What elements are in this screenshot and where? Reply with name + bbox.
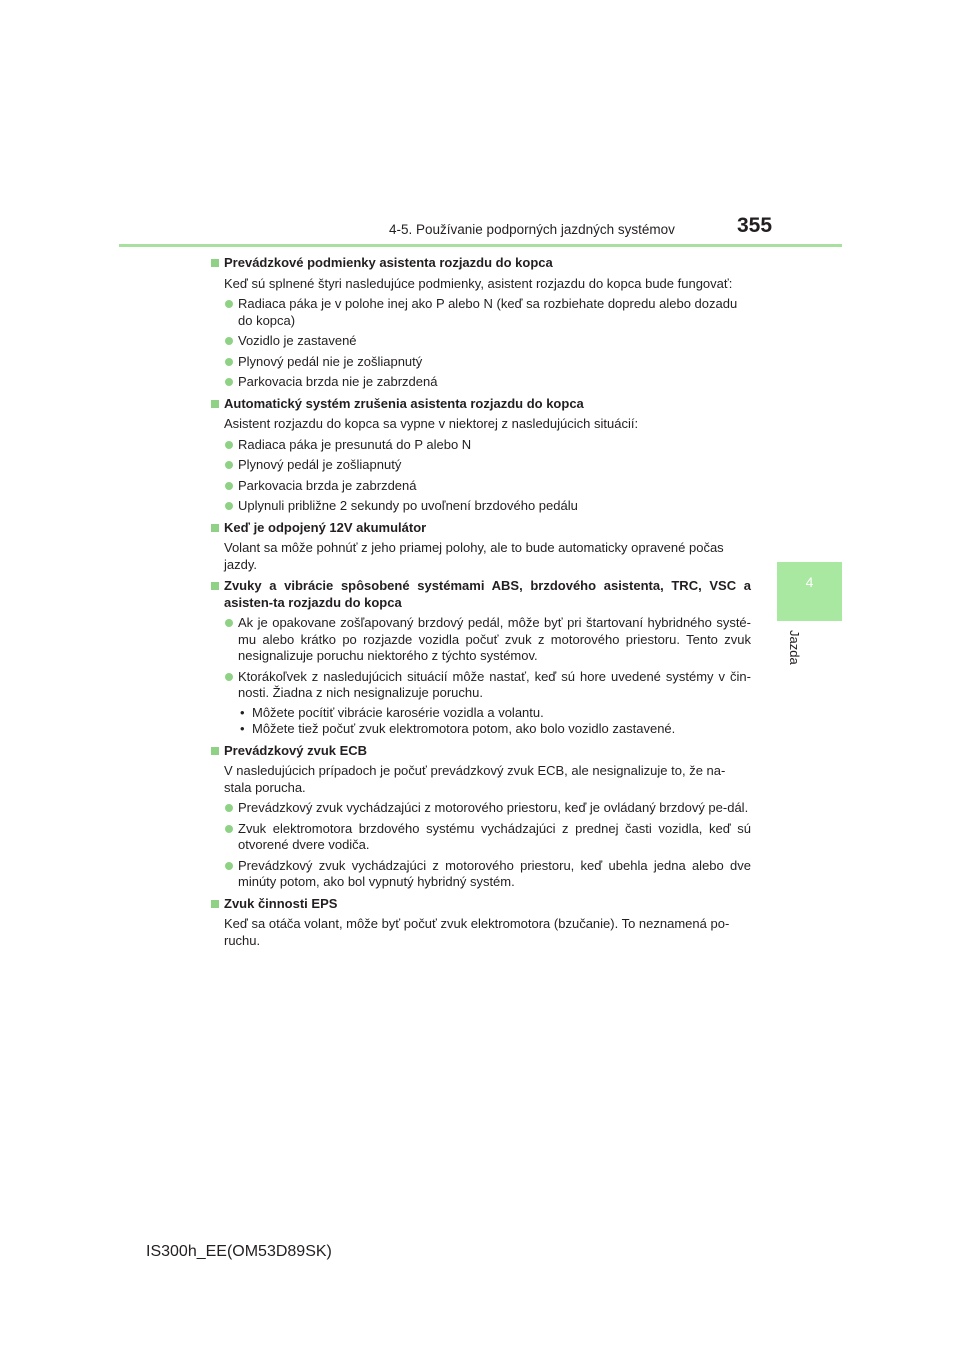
list-item-text: Parkovacia brzda nie je zabrzdená bbox=[238, 374, 438, 389]
document-code: IS300h_EE(OM53D89SK) bbox=[146, 1243, 332, 1260]
list-item bbox=[209, 437, 751, 454]
section-intro: Volant sa môže pohnúť z jeho priamej polohy, ale to bude automaticky opravené počas jazdy. bbox=[224, 540, 724, 572]
section-heading bbox=[209, 578, 751, 611]
square-bullet-icon bbox=[211, 524, 219, 532]
section-heading-text: Zvuk činnosti EPS bbox=[224, 895, 338, 911]
list-item-text: Prevádzkový zvuk vychádzajúci z motorového priestoru, keď je ovládaný brzdový pe-dál. bbox=[238, 800, 749, 815]
round-bullet-icon bbox=[225, 461, 233, 469]
sub-bullet-marker: • bbox=[240, 704, 245, 720]
sub-list-item bbox=[240, 705, 751, 722]
section-heading bbox=[209, 896, 751, 913]
square-bullet-icon bbox=[211, 900, 219, 908]
round-bullet-icon bbox=[225, 378, 233, 386]
section-heading-text: Zvuky a vibrácie spôsobené systémami ABS, brzdového asistenta, TRC, VSC a asisten-ta rozjazdu do kopca bbox=[224, 578, 751, 610]
list-item bbox=[209, 333, 751, 350]
square-bullet-icon bbox=[211, 400, 219, 408]
list-item-text: Ktorákoľvek z nasledujúcich situácií môže nastať, keď sú hore uvedené systémy v čin-nosti. Žiadna z nich nesignalizuje poruchu. bbox=[238, 668, 751, 700]
section-intro: Asistent rozjazdu do kopca sa vypne v niektorej z nasledujúcich situácií: bbox=[224, 416, 639, 431]
list-item-text: Parkovacia brzda je zabrzdená bbox=[238, 477, 417, 493]
list-item bbox=[209, 800, 751, 817]
round-bullet-icon bbox=[225, 358, 233, 366]
sub-list-item bbox=[240, 721, 751, 738]
list-item-text: Radiaca páka je presunutá do P alebo N bbox=[238, 436, 472, 452]
list-item bbox=[209, 354, 751, 371]
round-bullet-icon bbox=[225, 337, 233, 345]
list-item bbox=[209, 669, 751, 702]
round-bullet-icon bbox=[225, 502, 233, 510]
list-item-text: Uplynuli približne 2 sekundy po uvoľnení brzdového pedálu bbox=[238, 498, 578, 513]
chapter-tab-number: 4 bbox=[805, 574, 814, 590]
section-heading-text: Keď je odpojený 12V akumulátor bbox=[224, 519, 427, 535]
section-heading bbox=[209, 396, 751, 413]
section-heading bbox=[209, 520, 751, 537]
section-intro: V nasledujúcich prípadoch je počuť prevádzkový zvuk ECB, ale nesignalizuje to, že na-stala porucha. bbox=[224, 763, 726, 795]
section-intro: Keď sa otáča volant, môže byť počuť zvuk elektromotora (bzučanie). To neznamená po-ruchu. bbox=[224, 916, 730, 948]
round-bullet-icon bbox=[225, 300, 233, 308]
round-bullet-icon bbox=[225, 482, 233, 490]
list-item bbox=[209, 457, 751, 474]
list-item-text: Radiaca páka je v polohe inej ako P alebo N (keď sa rozbiehate dopredu alebo dozadu do kopca) bbox=[238, 296, 738, 328]
page-content bbox=[209, 255, 751, 949]
round-bullet-icon bbox=[225, 619, 233, 627]
list-item bbox=[209, 374, 751, 391]
chapter-tab bbox=[777, 562, 842, 621]
list-item bbox=[209, 615, 751, 665]
list-item bbox=[209, 296, 751, 329]
section-heading-text: Automatický systém zrušenia asistenta rozjazdu do kopca bbox=[224, 395, 584, 411]
round-bullet-icon bbox=[225, 441, 233, 449]
sub-list-item-text: Môžete tiež počuť zvuk elektromotora potom, ako bolo vozidlo zastavené. bbox=[252, 721, 676, 736]
square-bullet-icon bbox=[211, 259, 219, 267]
round-bullet-icon bbox=[225, 804, 233, 812]
section-heading bbox=[209, 255, 751, 272]
sub-list bbox=[209, 705, 751, 738]
section-heading-text: Prevádzkový zvuk ECB bbox=[224, 742, 368, 758]
list-item-text: Plynový pedál nie je zošliapnutý bbox=[238, 353, 423, 369]
sub-list-item-text: Môžete pocítiť vibrácie karosérie vozidla a volantu. bbox=[252, 704, 544, 720]
list-item bbox=[209, 858, 751, 891]
list-item bbox=[209, 498, 751, 515]
list-item-text: Plynový pedál je zošliapnutý bbox=[238, 457, 402, 472]
page-number: 355 bbox=[737, 214, 773, 237]
header-divider bbox=[119, 244, 842, 247]
list-item-text: Vozidlo je zastavené bbox=[238, 333, 357, 348]
round-bullet-icon bbox=[225, 825, 233, 833]
section-heading bbox=[209, 743, 751, 760]
section-intro: Keď sú splnené štyri nasledujúce podmienky, asistent rozjazdu do kopca bude fungovať: bbox=[224, 275, 733, 291]
round-bullet-icon bbox=[225, 862, 233, 870]
list-item-text: Prevádzkový zvuk vychádzajúci z motorového priestoru, keď ubehla jedna alebo dve minúty potom, ako bol vypnutý hybridný systém. bbox=[238, 857, 751, 889]
list-item bbox=[209, 478, 751, 495]
square-bullet-icon bbox=[211, 582, 219, 590]
list-item-text: Ak je opakovane zošľapovaný brzdový pedál, môže byť pri štartovaní hybridného systé-mu alebo krátko po rozjazde vozidla počuť zvuk z motorového priestoru. Tento zvuk nesignalizuje poruchu niektorého z týchto systémov. bbox=[238, 615, 751, 663]
list-item bbox=[209, 821, 751, 854]
square-bullet-icon bbox=[211, 747, 219, 755]
header-section-title: 4-5. Používanie podporných jazdných systémov bbox=[389, 222, 675, 237]
section-heading-text: Prevádzkové podmienky asistenta rozjazdu do kopca bbox=[224, 255, 553, 270]
round-bullet-icon bbox=[225, 673, 233, 681]
list-item-text: Zvuk elektromotora brzdového systému vychádzajúci z prednej časti vozidla, keď sú otvorené dvere vodiča. bbox=[238, 820, 751, 852]
sub-bullet-marker: • bbox=[240, 721, 245, 736]
chapter-tab-label: Jazda bbox=[787, 630, 802, 665]
